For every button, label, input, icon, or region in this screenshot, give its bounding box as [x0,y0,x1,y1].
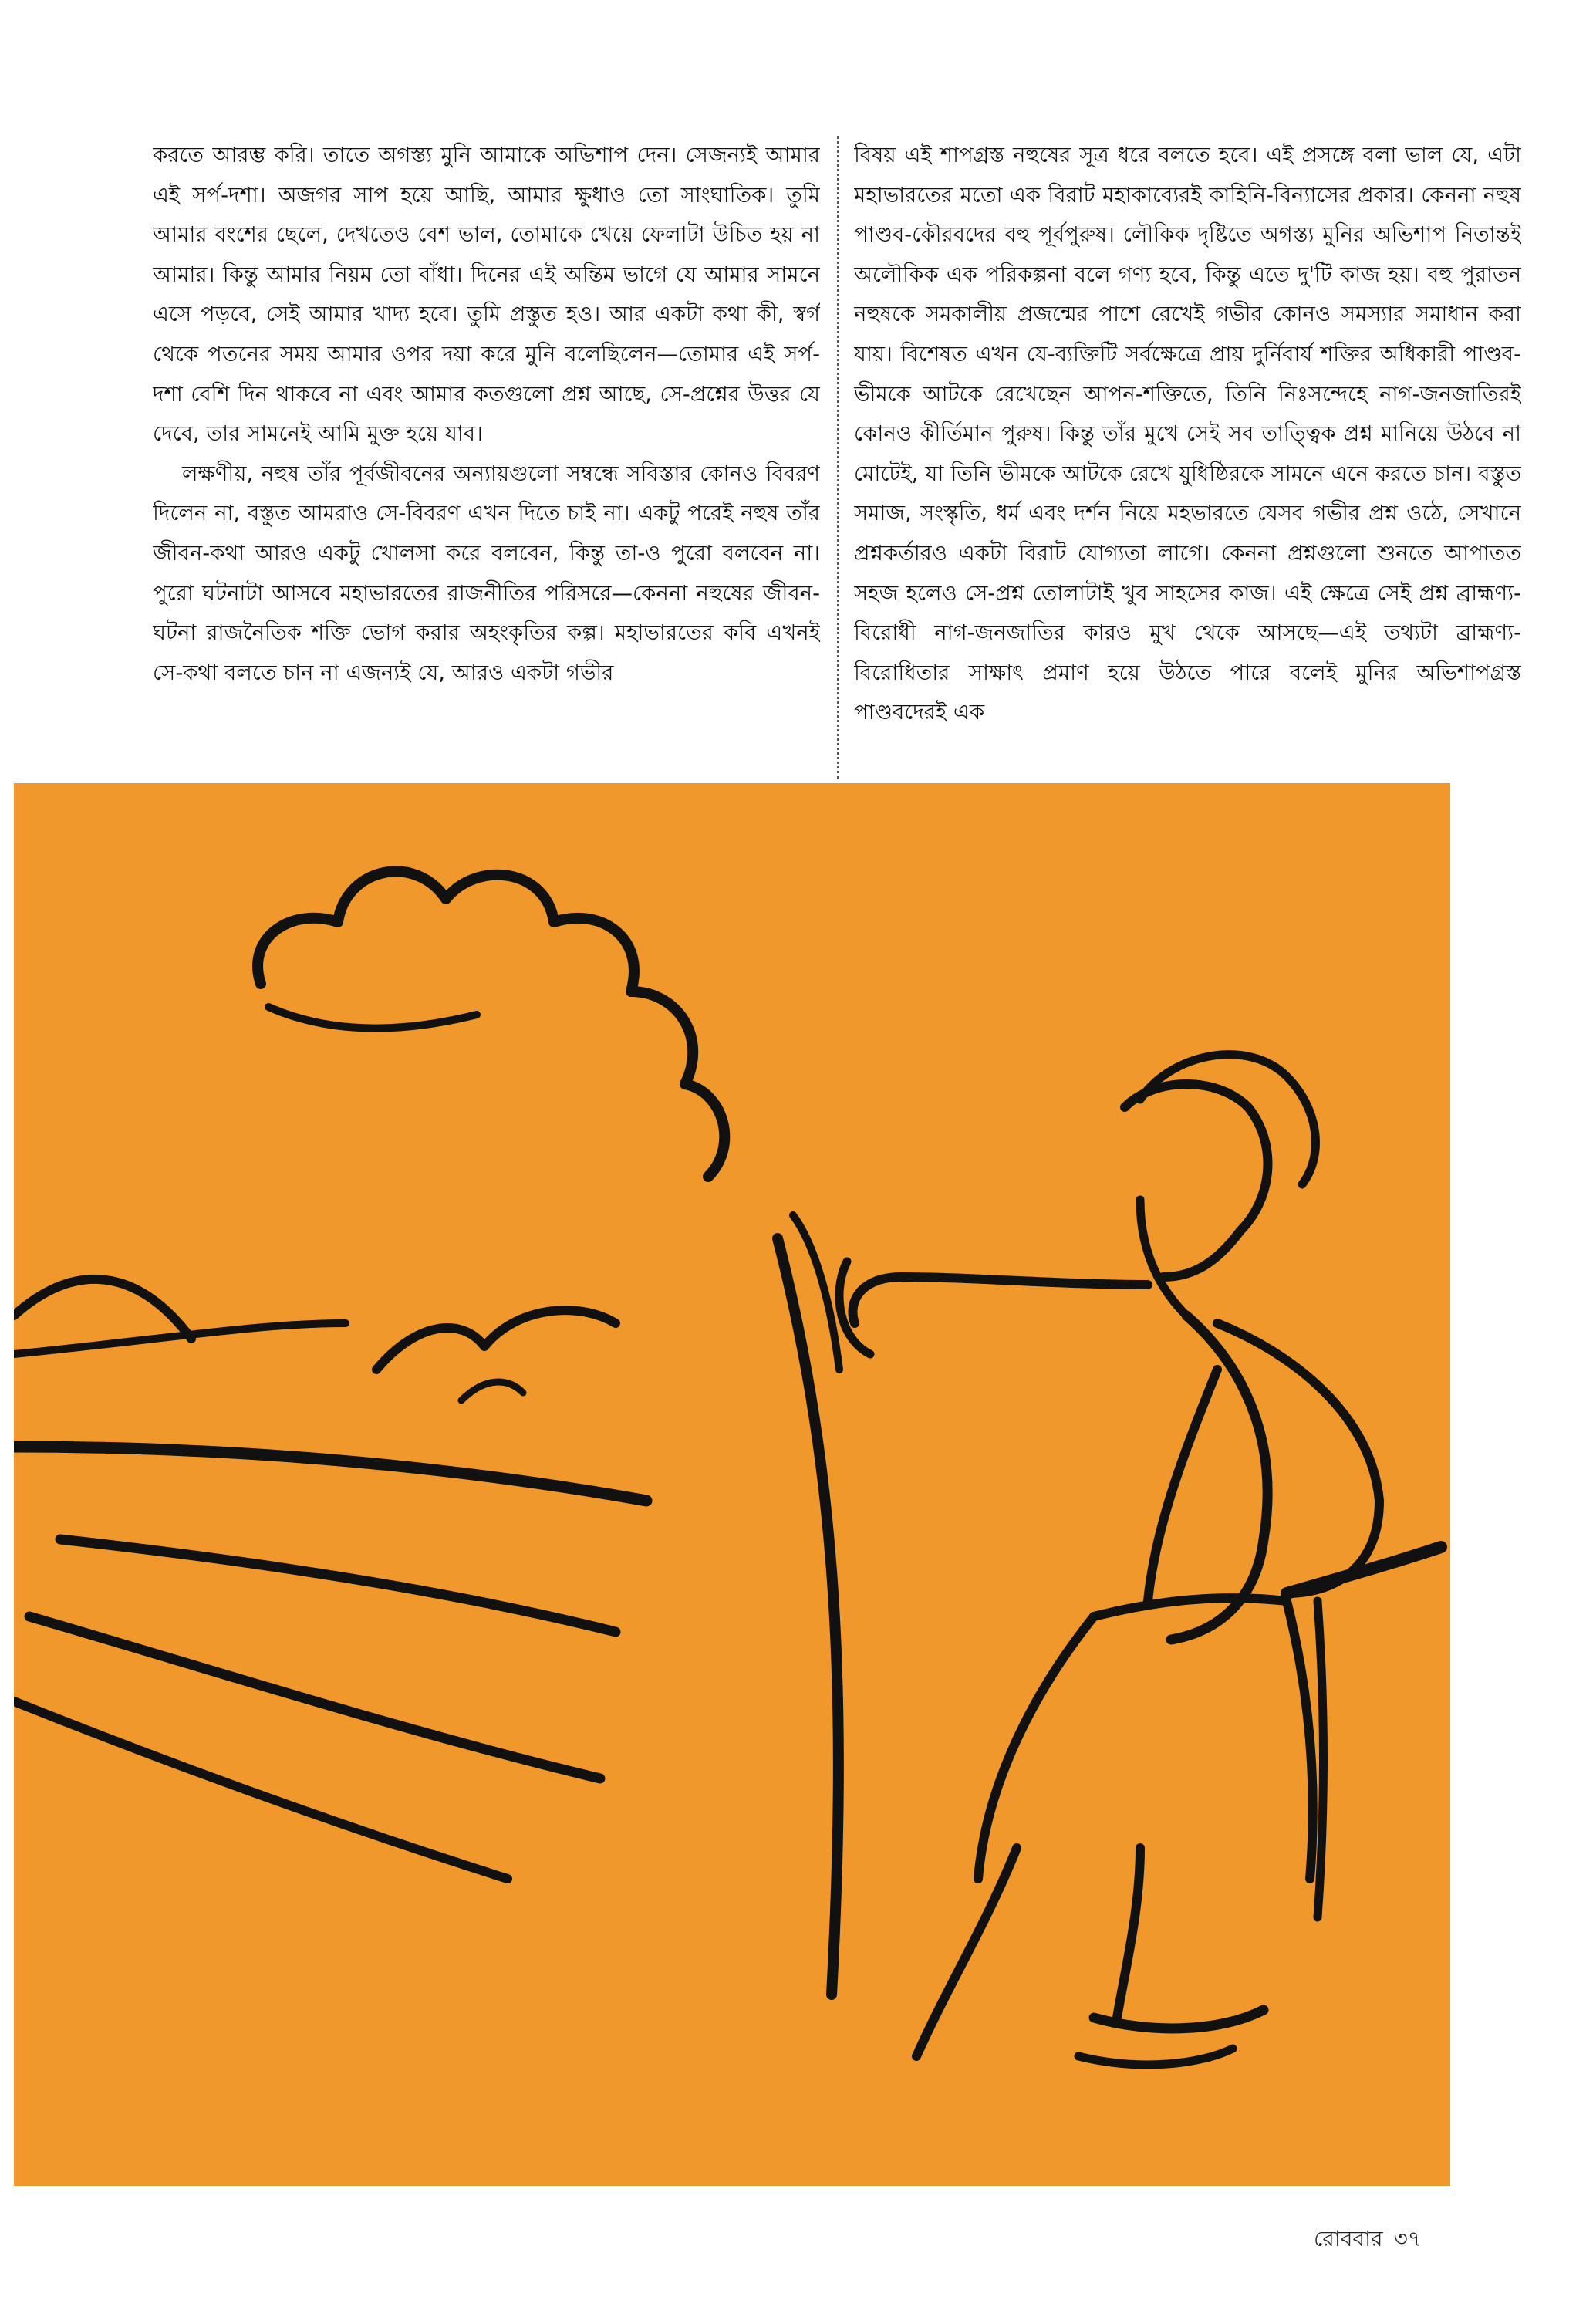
page-number: ৩৭ [1393,2226,1422,2251]
orange-background [14,783,1450,2186]
article-column-left [153,136,820,776]
ink-sketch-illustration [14,783,1450,2186]
column-divider [837,136,839,779]
article-paragraph: লক্ষণীয়, নহুষ তাঁর পূর্বজীবনের অন্যায়গুলো সম্বন্ধে সবিস্তার কোনও বিবরণ দিলেন না, বস্তুত আমরাও সে-বিবরণ এখন দিতে চাই না। একটু পরেই নহুষ তাঁর জীবন-কথা আরও একটু খোলসা করে বলবেন, কিন্তু তা-ও পুরো বলবেন না। পুরো ঘটনাটা আসবে মহাভারতের রাজনীতির পরিসরে—কেননা নহুষের জীবন-ঘটনা রাজনৈতিক শক্তি ভোগ করার অহংকৃতির কল্প। মহাভারতের কবি এখনই সে-কথা বলতে চান না এজন্যই যে, আরও একটা গভীর [153,461,820,685]
article-paragraph: করতে আরম্ভ করি। তাতে অগস্ত্য মুনি আমাকে অভিশাপ দেন। সেজন্যই আমার এই সর্প-দশা। অজগর সাপ হয়ে আছি, আমার ক্ষুধাও তো সাংঘাতিক। তুমি আমার বংশের ছেলে, দেখতেও বেশ ভাল, তোমাকে খেয়ে ফেলাটা উচিত হয় না আমার। কিন্তু আমার নিয়ম তো বাঁধা। দিনের এই অন্তিম ভাগে যে আমার সামনে এসে পড়বে, সেই আমার খাদ্য হবে। তুমি প্রস্তুত হও। আর একটা কথা কী, স্বর্গ থেকে পতনের সময় আমার ওপর দয়া করে মুনি বলেছিলেন—তোমার এই সর্প-দশা বেশি দিন থাকবে না এবং আমার কতগুলো প্রশ্ন আছে, সে-প্রশ্নের উত্তর যে দেবে, তার সামনেই আমি মুক্ত হয়ে যাব। [153,143,820,447]
article-paragraph: বিষয় এই শাপগ্রস্ত নহুষের সূত্র ধরে বলতে হবে। এই প্রসঙ্গে বলা ভাল যে, এটা মহাভারতের মতো এক বিরাট মহাকাব্যেরই কাহিনি-বিন্যাসের প্রকার। কেননা নহুষ পাণ্ডব-কৌরবদের বহু পূর্বপুরুষ। লৌকিক দৃষ্টিতে অগস্ত্য মুনির অভিশাপ নিতান্তই অলৌকিক এক পরিকল্পনা বলে গণ্য হবে, কিন্তু এতে দু'টি কাজ হয়। বহু পুরাতন নহুষকে সমকালীয় প্রজন্মের পাশে রেখেই গভীর কোনও সমস্যার সমাধান করা যায়। বিশেষত এখন যে-ব্যক্তিটি সর্বক্ষেত্রে প্রায় দুর্নিবার্য শক্তির অধিকারী পাণ্ডব-ভীমকে আটকে রেখেছেন আপন-শক্তিতে, তিনি নিঃসন্দেহে নাগ-জনজাতিরই কোনও কীর্তিমান পুরুষ। কিন্তু তাঁর মুখে সেই সব তাত্ত্বিক প্রশ্ন মানিয়ে উঠবে না মোটেই, যা তিনি ভীমকে আটকে রেখে যুধিষ্ঠিরকে সামনে এনে করতে চান। বস্তুত সমাজ, সংস্কৃতি, ধর্ম এবং দর্শন নিয়ে মহভারতে যেসব গভীর প্রশ্ন ওঠে, সেখানে প্রশ্নকর্তারও একটা বিরাট যোগ্যতা লাগে। কেননা প্রশ্নগুলো শুনতে আপাতত সহজ হলেও সে-প্রশ্ন তোলাটাই খুব সাহসের কাজ। এই ক্ষেত্রে সেই প্রশ্ন ব্রাহ্মণ্য-বিরোধী নাগ-জনজাতির কারও মুখ থেকে আসছে—এই তথ্যটা ব্রাহ্মণ্য-বিরোধিতার সাক্ষাৎ প্রমাণ হয়ে উঠতে পারে বলেই মুনির অভিশাপগ্রস্ত পাণ্ডবদেরই এক [854,143,1521,725]
illustration [14,783,1450,2186]
article-column-right [854,136,1521,776]
page-footer [1303,2222,1422,2258]
magazine-name: রোববার [1314,2226,1383,2251]
